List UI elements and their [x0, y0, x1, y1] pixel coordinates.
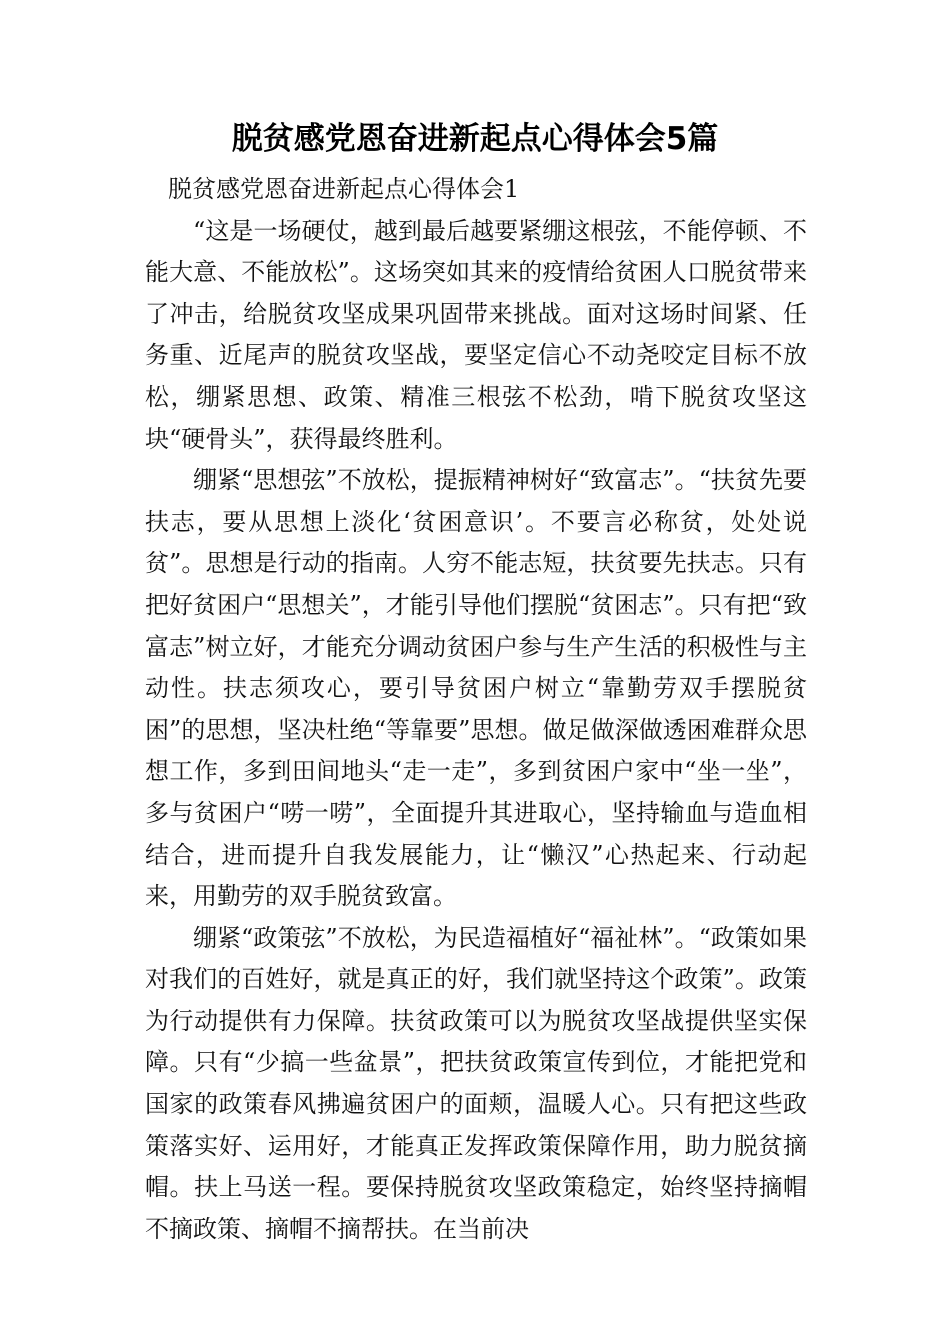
- paragraph-policy: 绷紧“政策弦”不放松，为民造福植好“福祉林”。“政策如果对我们的百姓好，就是真正的好，我们就坚持这个政策”。政策为行动提供有力保障。扶贫政策可以为脱贫攻坚战提供坚实保障。只有“少搞一些盆景”，把扶贫政策宣传到位，才能把党和国家的政策春风拂遍贫困户的面颊，温暖人心。只有把这些政策落实好、运用好，才能真正发挥政策保障作用，助力脱贫摘帽。扶上马送一程。要保持脱贫攻坚政策稳定，始终坚持摘帽不摘政策、摘帽不摘帮扶。在当前决: [145, 923, 807, 1243]
- paragraph-intro: “这是一场硬仗，越到最后越要紧绷这根弦，不能停顿、不能大意、不能放松”。这场突如其来的疫情给贫困人口脱贫带来了冲击，给脱贫攻坚成果巩固带来挑战。面对这场时间紧、任务重、近尾声的脱贫攻坚战，要坚定信心不动尧咬定目标不放松，绷紧思想、政策、精准三根弦不松劲，啃下脱贫攻坚这块“硬骨头”，获得最终胜利。: [145, 216, 807, 453]
- paragraph-thought: 绷紧“思想弦”不放松，提振精神树好“致富志”。“扶贫先要扶志，要从思想上淡化‘贫困意识’。不要言必称贫，处处说贫”。思想是行动的指南。人穷不能志短，扶贫要先扶志。只有把好贫困户“思想关”，才能引导他们摆脱“贫困志”。只有把“致富志”树立好，才能充分调动贫困户参与生产生活的积极性与主动性。扶志须攻心，要引导贫困户树立“靠勤劳双手摆脱贫困”的思想，坚决杜绝“等靠要”思想。做足做深做透困难群众思想工作，多到田间地头“走一走”，多到贫困户家中“坐一坐”，多与贫困户“唠一唠”，全面提升其进取心，坚持输血与造血相结合，进而提升自我发展能力，让“懒汉”心热起来、行动起来，用勤劳的双手脱贫致富。: [145, 466, 807, 911]
- document-title: 脱贫感党恩奋进新起点心得体会5篇: [231, 121, 719, 157]
- section-subtitle: 脱贫感党恩奋进新起点心得体会1: [168, 175, 520, 203]
- document-body: [145, 169, 807, 1250]
